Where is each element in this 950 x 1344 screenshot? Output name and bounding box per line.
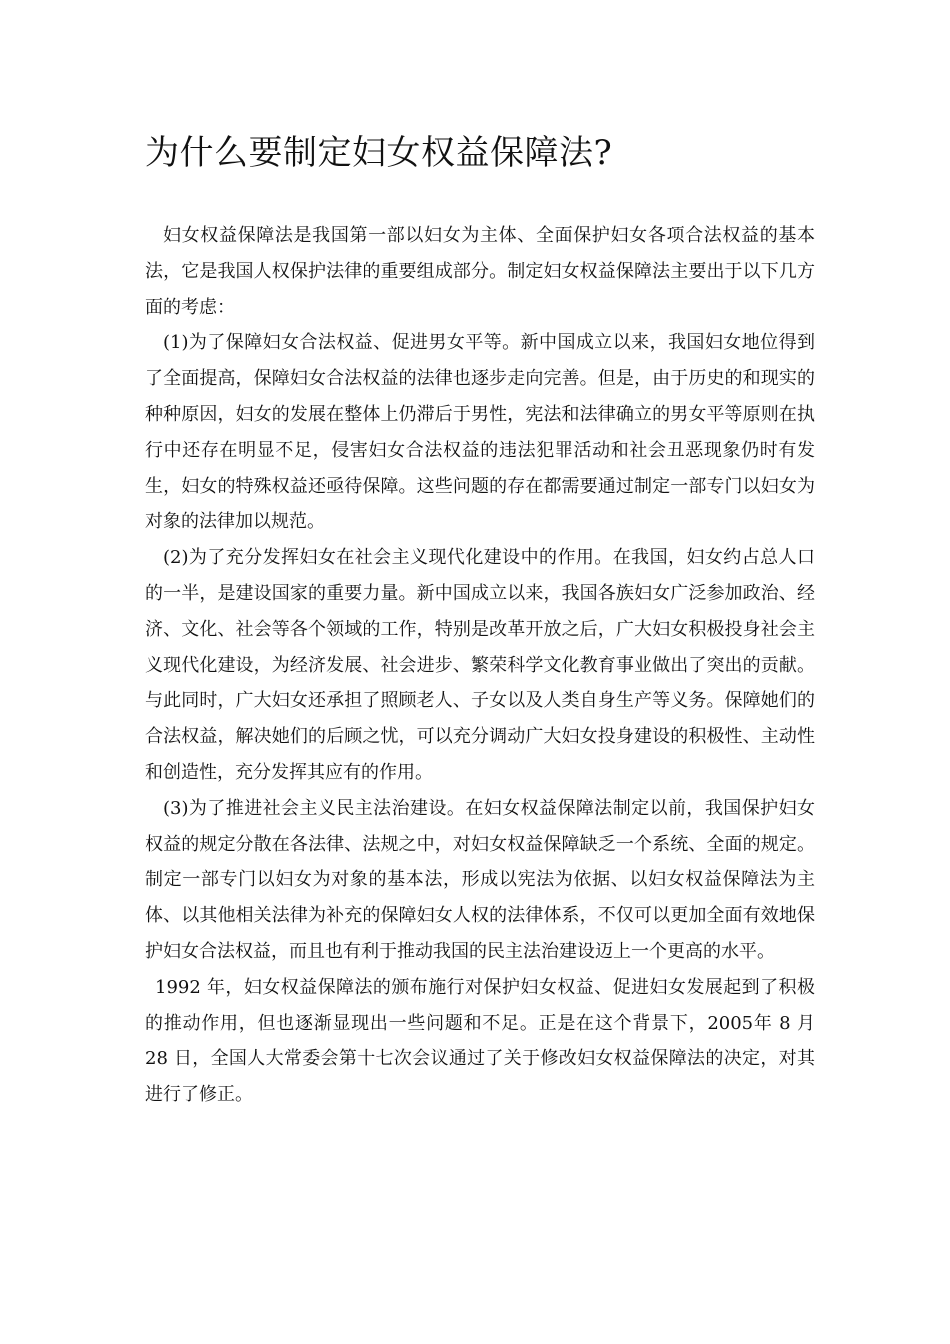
document-body: [145, 218, 815, 1113]
paragraph-point-1: (1)为了保障妇女合法权益、促进男女平等。新中国成立以来，我国妇女地位得到了全面提高，保障妇女合法权益的法律也逐步走向完善。但是，由于历史的和现实的种种原因，妇女的发展在整体上仍滞后于男性，宪法和法律确立的男女平等原则在执行中还存在明显不足，侵害妇女合法权益的违法犯罪活动和社会丑恶现象仍时有发生，妇女的特殊权益还亟待保障。这些问题的存在都需要通过制定一部专门以妇女为对象的法律加以规范。: [145, 332, 815, 533]
paragraph-point-2: (2)为了充分发挥妇女在社会主义现代化建设中的作用。在我国，妇女约占总人口的一半，是建设国家的重要力量。新中国成立以来，我国各族妇女广泛参加政治、经济、文化、社会等各个领域的工作，特别是改革开放之后，广大妇女积极投身社会主义现代化建设，为经济发展、社会进步、繁荣科学文化教育事业做出了突出的贡献。与此同时，广大妇女还承担了照顾老人、子女以及人类自身生产等义务。保障她们的合法权益，解决她们的后顾之忧，可以充分调动广大妇女投身建设的积极性、主动性和创造性，充分发挥其应有的作用。: [145, 547, 815, 783]
paragraph-conclusion: 1992 年，妇女权益保障法的颁布施行对保护妇女权益、促进妇女发展起到了积极的推动作用，但也逐渐显现出一些问题和不足。正是在这个背景下，2005年 8 月 28 日，全国人大常委会第十七次会议通过了关于修改妇女权益保障法的决定，对其进行了修正。: [145, 976, 815, 1106]
paragraph-intro: 妇女权益保障法是我国第一部以妇女为主体、全面保护妇女各项合法权益的基本法，它是我国人权保护法律的重要组成部分。制定妇女权益保障法主要出于以下几方面的考虑：: [145, 225, 815, 318]
document-title: 为什么要制定妇女权益保障法?: [145, 133, 613, 173]
paragraph-point-3: (3)为了推进社会主义民主法治建设。在妇女权益保障法制定以前，我国保护妇女权益的规定分散在各法律、法规之中，对妇女权益保障缺乏一个系统、全面的规定。制定一部专门以妇女为对象的基本法，形成以宪法为依据、以妇女权益保障法为主体、以其他相关法律为补充的保障妇女人权的法律体系，不仅可以更加全面有效地保护妇女合法权益，而且也有利于推动我国的民主法治建设迈上一个更高的水平。: [145, 797, 815, 962]
